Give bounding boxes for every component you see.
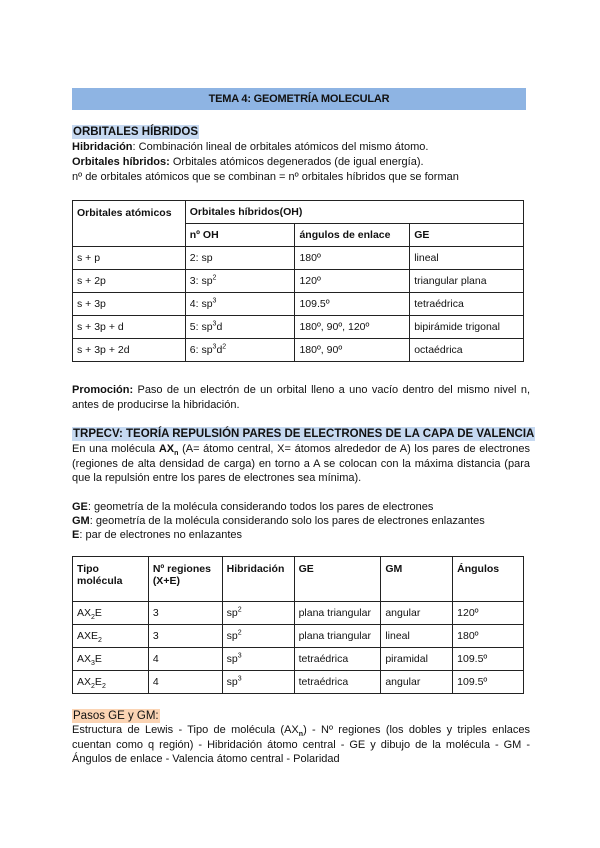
cell-angles: 180º, 90º (295, 339, 410, 362)
page-title-text: TEMA 4: GEOMETRÍA MOLECULAR (208, 93, 390, 105)
hyb-text: sp (226, 676, 238, 688)
table-row (73, 625, 524, 648)
table-row (73, 316, 524, 339)
tipo-sub2: 2 (101, 683, 106, 691)
cell-angle: 120º (453, 602, 524, 625)
text-promocion: Paso de un electrón de un orbital lleno a uno vacío dentro del mismo nivel n, antes de producirse la hibridación. (72, 384, 530, 411)
hyb-sup: 2 (237, 629, 242, 637)
cell-regions: 3 (148, 602, 222, 625)
page-title (72, 88, 526, 110)
header-gm: GM (381, 557, 453, 602)
pasos-text-sub: n (298, 731, 304, 739)
cell-tipo (73, 625, 149, 648)
tipo-sub1: 2 (91, 614, 95, 622)
pasos-paragraph (72, 723, 530, 767)
section-heading-orbitales: ORBITALES HÍBRIDOS (73, 126, 199, 138)
header-angulos: ángulos de enlace (295, 224, 410, 247)
cell-hyb (222, 625, 294, 648)
cell-regions: 4 (148, 648, 222, 671)
table-header-row (73, 201, 524, 224)
cell-oh-text: 2: sp (189, 252, 213, 264)
cell-ge: plana triangular (294, 602, 381, 625)
cell-angles: 180º (295, 247, 410, 270)
promocion-paragraph (72, 383, 530, 412)
cell-oh-sup2: 2 (222, 343, 227, 351)
header-n-oh: nº OH (185, 224, 295, 247)
cell-ge: tetraédrica (294, 648, 381, 671)
molecule-types-table (72, 556, 524, 694)
cell-oh-text: 4: sp (189, 298, 213, 310)
cell-gm: angular (381, 671, 453, 694)
intro-text-post: (A= átomo central, X= átomos alrededor de A) los pares de electrones (regiones de alta densidad de carga) en torno a A se colocan con la máxima distancia (para que la repulsión entre los pares de electrones sea mínima). (72, 443, 531, 484)
hybrid-orbitals-table (72, 200, 524, 362)
tipo-sub1: 3 (91, 660, 95, 668)
hyb-sup: 2 (237, 606, 242, 614)
text-ge: : geometría de la molécula considerando todos los pares de electrones (87, 501, 434, 513)
cell-gm: angular (381, 602, 453, 625)
cell-atomic: s + p (73, 247, 186, 270)
cell-oh (185, 247, 295, 270)
cell-angle: 180º (453, 625, 524, 648)
header-n-regiones: Nº regiones (X+E) (148, 557, 222, 602)
hyb-text: sp (226, 653, 238, 665)
table-row (73, 648, 524, 671)
tipo-sub2: 2 (98, 637, 102, 645)
term-ge: GE (72, 501, 88, 513)
cell-oh-sup: 2 (212, 274, 217, 282)
cell-oh (185, 339, 295, 362)
cell-ge: triangular plana (410, 270, 524, 293)
cell-angles: 120º (295, 270, 410, 293)
cell-ge: tetraédrica (410, 293, 524, 316)
cell-ge: tetraédrica (294, 671, 381, 694)
header-tipo-molecula: Tipo molécula (73, 557, 149, 602)
cell-ge: plana triangular (294, 625, 381, 648)
header-ge: GE (410, 224, 524, 247)
term-orbitales-hibridos: Orbitales híbridos: (72, 156, 170, 168)
cell-gm: lineal (381, 625, 453, 648)
cell-oh-text: 5: sp (189, 321, 213, 333)
table-row (73, 293, 524, 316)
tipo-a: AX (77, 653, 92, 665)
text-hibridacion: : Combinación lineal de orbitales atómicos del mismo átomo. (132, 141, 429, 153)
tipo-a: AX (77, 607, 92, 619)
cell-oh-text: 6: sp (189, 344, 213, 356)
term-gm: GM (72, 515, 90, 527)
cell-angles: 109.5º (295, 293, 410, 316)
header-orbitales-atomicos: Orbitales atómicos (73, 201, 186, 247)
cell-hyb (222, 648, 294, 671)
section-heading-pasos: Pasos GE y GM: (73, 710, 159, 722)
cell-oh (185, 316, 295, 339)
definition-orbitales-hibridos (72, 155, 530, 169)
hyb-text: sp (226, 630, 238, 642)
table-row (73, 602, 524, 625)
term-hibridacion: Hibridación (72, 141, 133, 153)
cell-regions: 3 (148, 625, 222, 648)
intro-text-pre: En una molécula (72, 443, 159, 455)
table-row (73, 270, 524, 293)
cell-tipo (73, 671, 149, 694)
tipo-b: E (94, 676, 102, 688)
cell-oh (185, 270, 295, 293)
table-row (73, 339, 524, 362)
header-orbitales-hibridos: Orbitales híbridos(OH) (185, 201, 523, 224)
table-header-row (73, 557, 524, 602)
cell-angle: 109.5º (453, 648, 524, 671)
cell-regions: 4 (148, 671, 222, 694)
cell-atomic: s + 3p + 2d (73, 339, 186, 362)
cell-hyb (222, 671, 294, 694)
table-row (73, 671, 524, 694)
cell-tipo (73, 602, 149, 625)
cell-oh-sup: 3 (212, 297, 217, 305)
pasos-text-pre: Estructura de Lewis - Tipo de molécula (AX (72, 724, 299, 736)
trpecv-intro (72, 442, 530, 486)
cell-oh-mid: d (216, 344, 223, 356)
hyb-text: sp (226, 607, 238, 619)
cell-hyb (222, 602, 294, 625)
cell-oh-sup: 3 (212, 343, 217, 351)
cell-ge: bipirámide trigonal (410, 316, 524, 339)
tipo-a: AX (77, 676, 92, 688)
cell-oh-text: 3: sp (189, 275, 213, 287)
header-hibridacion: Hibridación (222, 557, 294, 602)
section-heading-trpecv: TRPECV: TEORÍA REPULSIÓN PARES DE ELECTRONES DE LA CAPA DE VALENCIA (73, 428, 535, 440)
intro-formula-sub: n (174, 450, 179, 458)
cell-oh (185, 293, 295, 316)
cell-atomic: s + 3p + d (73, 316, 186, 339)
header-angulos: Ángulos (453, 557, 524, 602)
cell-angles: 180º, 90º, 120º (295, 316, 410, 339)
definition-e (72, 528, 530, 542)
text-gm: : geometría de la molécula considerando solo los pares de electrones enlazantes (89, 515, 485, 527)
cell-ge: lineal (410, 247, 524, 270)
definition-gm (72, 514, 530, 528)
rule-orbital-count: nº de orbitales atómicos que se combinan = nº orbitales híbridos que se forman (72, 171, 459, 183)
definition-hibridacion (72, 140, 530, 154)
cell-gm: piramidal (381, 648, 453, 671)
hyb-sup: 3 (237, 675, 242, 683)
cell-oh-sup: 3 (212, 320, 217, 328)
tipo-b: E (94, 607, 102, 619)
term-e: E (72, 529, 80, 541)
cell-atomic: s + 2p (73, 270, 186, 293)
pasos-text-post: ) - Nº regiones (los dobles y triples enlaces cuentan como q región) - Hibridación átomo central - GE y dibujo de la molécula - GM - Ángulos de enlace - Valencia átomo central - Polaridad (72, 724, 530, 765)
cell-tipo (73, 648, 149, 671)
table-row (73, 247, 524, 270)
definition-ge (72, 500, 530, 514)
cell-ge: octaédrica (410, 339, 524, 362)
intro-formula: AX (158, 443, 175, 455)
tipo-a: AXE (77, 630, 99, 642)
cell-oh-mid: d (216, 321, 223, 333)
text-orbitales-hibridos: Orbitales atómicos degenerados (de igual energía). (169, 156, 424, 168)
cell-atomic: s + 3p (73, 293, 186, 316)
header-ge: GE (294, 557, 381, 602)
tipo-sub1: 2 (91, 683, 95, 691)
text-e: : par de electrones no enlazantes (79, 529, 243, 541)
cell-angle: 109.5º (453, 671, 524, 694)
tipo-b: E (94, 653, 102, 665)
hyb-sup: 3 (237, 652, 242, 660)
term-promocion: Promoción: (72, 384, 134, 396)
